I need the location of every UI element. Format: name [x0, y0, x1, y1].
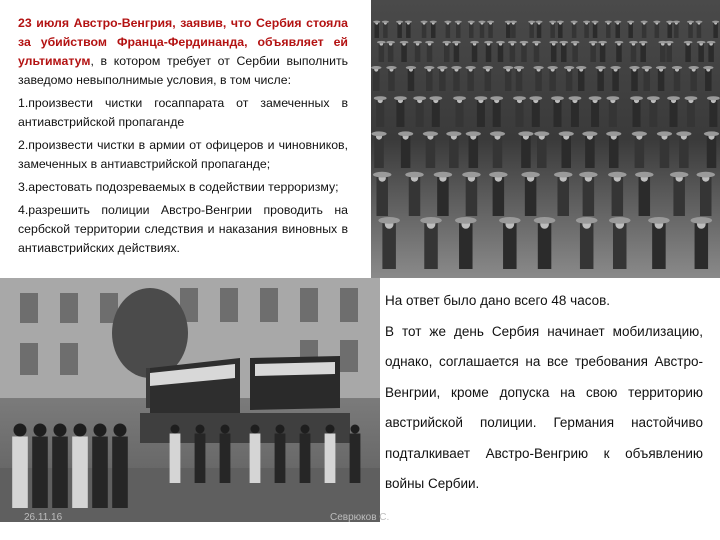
- answer-deadline: На ответ было дано всего 48 часов.: [385, 293, 611, 308]
- intro-bold: 23 июля Австро-Венгрия, заявив, что Сербия стояла за убийством Франца-Фердинанда, объявляет ей ультиматум: [18, 16, 348, 68]
- footer-date: 26.11.16: [24, 512, 63, 523]
- demand-1: 1.произвести чистки госаппарата от замеченных в антиавстрийской пропаганде: [18, 96, 348, 129]
- demand-3: 3.арестовать подозреваемых в содействии терроризму;: [18, 180, 339, 194]
- footer-author: Севрюков С.: [330, 512, 390, 523]
- mobilization-text: [385, 286, 703, 500]
- ultimatum-text: [18, 14, 348, 262]
- intro-paragraph: [18, 14, 348, 90]
- soldiers-photo: [371, 0, 720, 278]
- mobilization-paragraph: В тот же день Сербия начинает мобилизацию, однако, соглашается на все требования Австро-Венгрии, кроме допуска на свою территорию австрийской полиции. Германия настойчиво подталкивает Австро-Венгрию к объявлению войны Сербии.: [385, 323, 703, 491]
- funeral-photo: [0, 278, 380, 522]
- intro-rest: , в котором требует от Сербии выполнить заведомо невыполнимые условия, в том числе:: [18, 54, 348, 87]
- demand-2: 2.произвести чистки в армии от офицеров и чиновников, замеченных в антиавстрийской пропаганде;: [18, 138, 348, 171]
- demand-4: 4.разрешить полиции Австро-Венгрии проводить на сербской территории следствия и наказания виновных в антиавстрийских действиях.: [18, 203, 348, 255]
